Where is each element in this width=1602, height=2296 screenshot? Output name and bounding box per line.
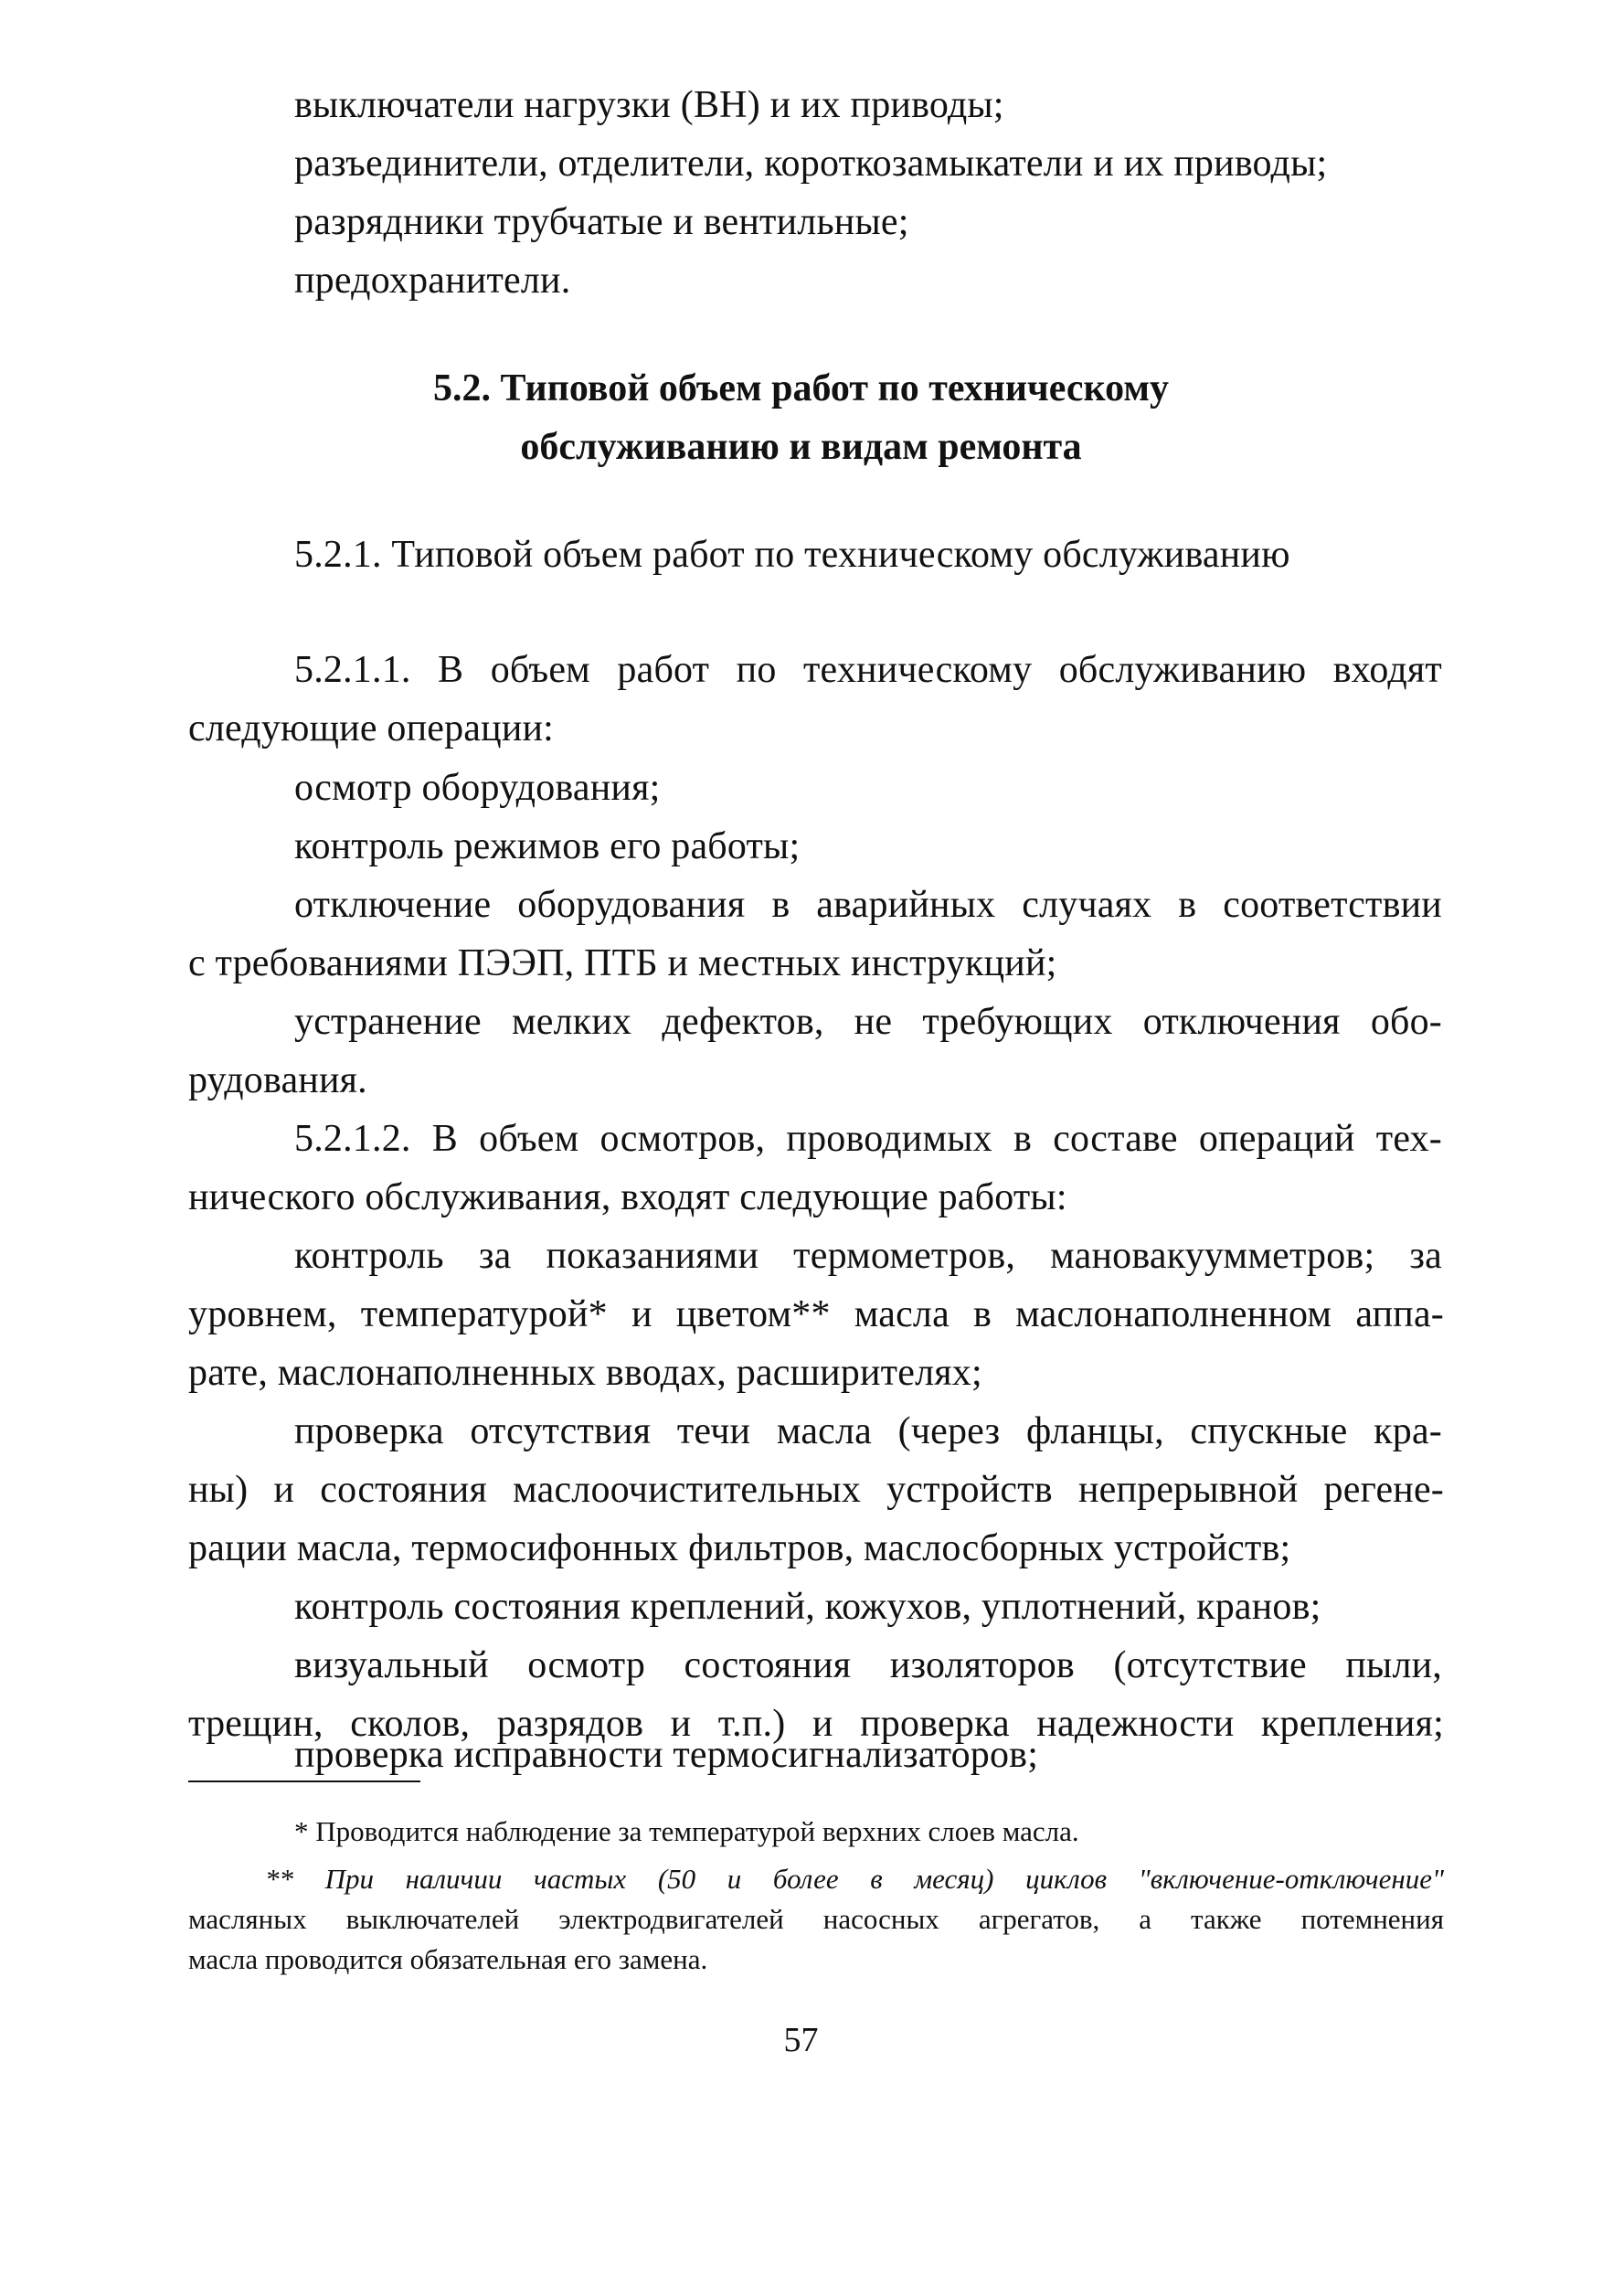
footnote-divider [188, 1780, 420, 1782]
list-item-cont: рудования. [188, 1059, 367, 1101]
list-item: устранение мелких дефектов, не требующих отключения обо- [294, 1001, 1442, 1043]
footnote-1: * Проводится наблюдение за температурой верхних слоев масла. [294, 1815, 1079, 1847]
subsection-title: 5.2.1. Типовой объем работ по техническому обслуживанию [294, 534, 1290, 576]
paragraph-lead: 5.2.1.1. В объем работ по техническому обслуживанию входят [294, 649, 1442, 691]
list-item: контроль состояния креплений, кожухов, уплотнений, кранов; [294, 1586, 1321, 1628]
page-number: 57 [783, 2021, 819, 2059]
paragraph-lead-cont: следующие операции: [188, 707, 555, 749]
section-heading-line2: обслуживанию и видам ремонта [520, 426, 1082, 468]
paragraph-lead: 5.2.1.2. В объем осмотров, проводимых в составе операций тех- [294, 1118, 1442, 1160]
list-item: визуальный осмотр состояния изоляторов (отсутствие пыли, [294, 1644, 1442, 1686]
list-item-cont: рации масла, термосифонных фильтров, маслосборных устройств; [188, 1527, 1291, 1569]
list-item: разрядники трубчатые и вентильные; [294, 201, 909, 243]
list-item: осмотр оборудования; [294, 767, 661, 809]
list-item: разъединители, отделители, короткозамыкатели и их приводы; [294, 143, 1328, 185]
footnote-2: ** При наличии частых (50 и более в месяц) циклов "включение-отключение" [265, 1863, 1444, 1895]
list-item: контроль за показаниями термометров, мановакуумметров; за [294, 1235, 1442, 1277]
list-item-cont: с требованиями ПЭЭП, ПТБ и местных инструкций; [188, 942, 1057, 984]
list-item: отключение оборудования в аварийных случаях в соответствии [294, 884, 1442, 926]
list-item-cont: рате, маслонаполненных вводах, расширителях; [188, 1352, 982, 1394]
footnote-2-cont: масляных выключателей электродвигателей насосных агрегатов, а также потемнения [188, 1903, 1444, 1935]
section-heading-line1: 5.2. Типовой объем работ по техническому [433, 367, 1169, 409]
list-item-cont: трещин, сколов, разрядов и т.п.) и проверка надежности крепления; [188, 1703, 1444, 1745]
footnote-2-cont: масла проводится обязательная его замена. [188, 1943, 708, 1975]
list-item-cont: уровнем, температурой* и цветом** масла в маслонаполненном аппа- [188, 1293, 1444, 1335]
list-item: выключатели нагрузки (ВН) и их приводы; [294, 84, 1004, 126]
list-item: проверка исправности термосигнализаторов; [294, 1734, 1039, 1776]
list-item: предохранители. [294, 260, 571, 302]
paragraph-lead-cont: нического обслуживания, входят следующие работы: [188, 1176, 1067, 1218]
list-item: проверка отсутствия течи масла (через фланцы, спускные кра- [294, 1410, 1442, 1452]
list-item: контроль режимов его работы; [294, 825, 801, 867]
list-item-cont: ны) и состояния маслоочистительных устройств непрерывной регене- [188, 1469, 1444, 1511]
